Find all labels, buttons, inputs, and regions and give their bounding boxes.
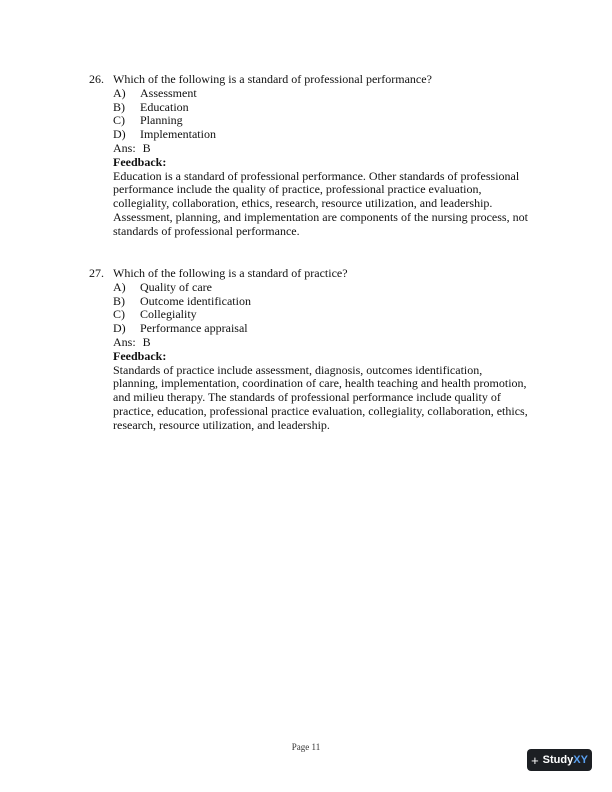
option-b: [113, 295, 529, 309]
option-text: Education: [140, 99, 189, 114]
option-c: [113, 308, 529, 322]
feedback-text: Education is a standard of professional performance. Other standards of professional performance include the quality of practice, professional practice evaluation, collegiality, collaboration, ethics, research, resource utilization, and leadership. Assessment, planning, and implementation are components of the nursing process, not standards of professional performance.: [113, 168, 528, 238]
option-text: Implementation: [140, 127, 216, 142]
question-number: 26.: [89, 72, 104, 86]
question-text: Which of the following is a standard of practice?: [113, 266, 348, 280]
option-c: [113, 114, 529, 128]
option-letter: A): [113, 85, 126, 100]
question-26: [89, 73, 529, 239]
studyxy-badge[interactable]: [527, 749, 592, 771]
badge-prefix: Study: [542, 754, 574, 766]
option-text: Collegiality: [140, 307, 197, 322]
question-number: 27.: [89, 266, 104, 280]
option-letter: D): [113, 321, 126, 336]
option-text: Quality of care: [140, 279, 212, 294]
option-text: Outcome identification: [140, 293, 251, 308]
answer-value: B: [142, 334, 151, 349]
badge-suffix: XY: [573, 754, 588, 766]
option-text: Planning: [140, 113, 183, 128]
answer-label: Ans:: [113, 140, 136, 155]
page-number: Page 11: [291, 742, 321, 752]
answer-label: Ans:: [113, 334, 136, 349]
plus-icon: +: [531, 752, 539, 768]
option-text: Performance appraisal: [140, 321, 248, 336]
option-text: Assessment: [140, 85, 197, 100]
option-d: [113, 128, 529, 142]
question-text: Which of the following is a standard of professional performance?: [113, 72, 432, 86]
badge-label: [543, 754, 588, 766]
option-letter: C): [113, 113, 125, 128]
feedback-label: Feedback:: [113, 348, 167, 363]
option-a: [113, 87, 529, 101]
feedback-text: Standards of practice include assessment, diagnosis, outcomes identification, planning, implementation, coordination of care, health teaching and health promotion, and milieu therapy. The standards of professional performance include quality of practice, education, professional practice evaluation, collegiality, collaboration, ethics, research, resource utilization, and leadership.: [113, 362, 528, 432]
option-d: [113, 322, 529, 336]
answer-line: [113, 336, 529, 350]
option-letter: B): [113, 99, 125, 114]
option-letter: C): [113, 307, 125, 322]
option-b: [113, 101, 529, 115]
option-a: [113, 281, 529, 295]
answer-line: [113, 142, 529, 156]
option-letter: D): [113, 127, 126, 142]
question-27: [89, 267, 529, 433]
answer-value: B: [142, 140, 151, 155]
option-letter: A): [113, 279, 126, 294]
option-letter: B): [113, 293, 125, 308]
feedback-label: Feedback:: [113, 154, 167, 169]
